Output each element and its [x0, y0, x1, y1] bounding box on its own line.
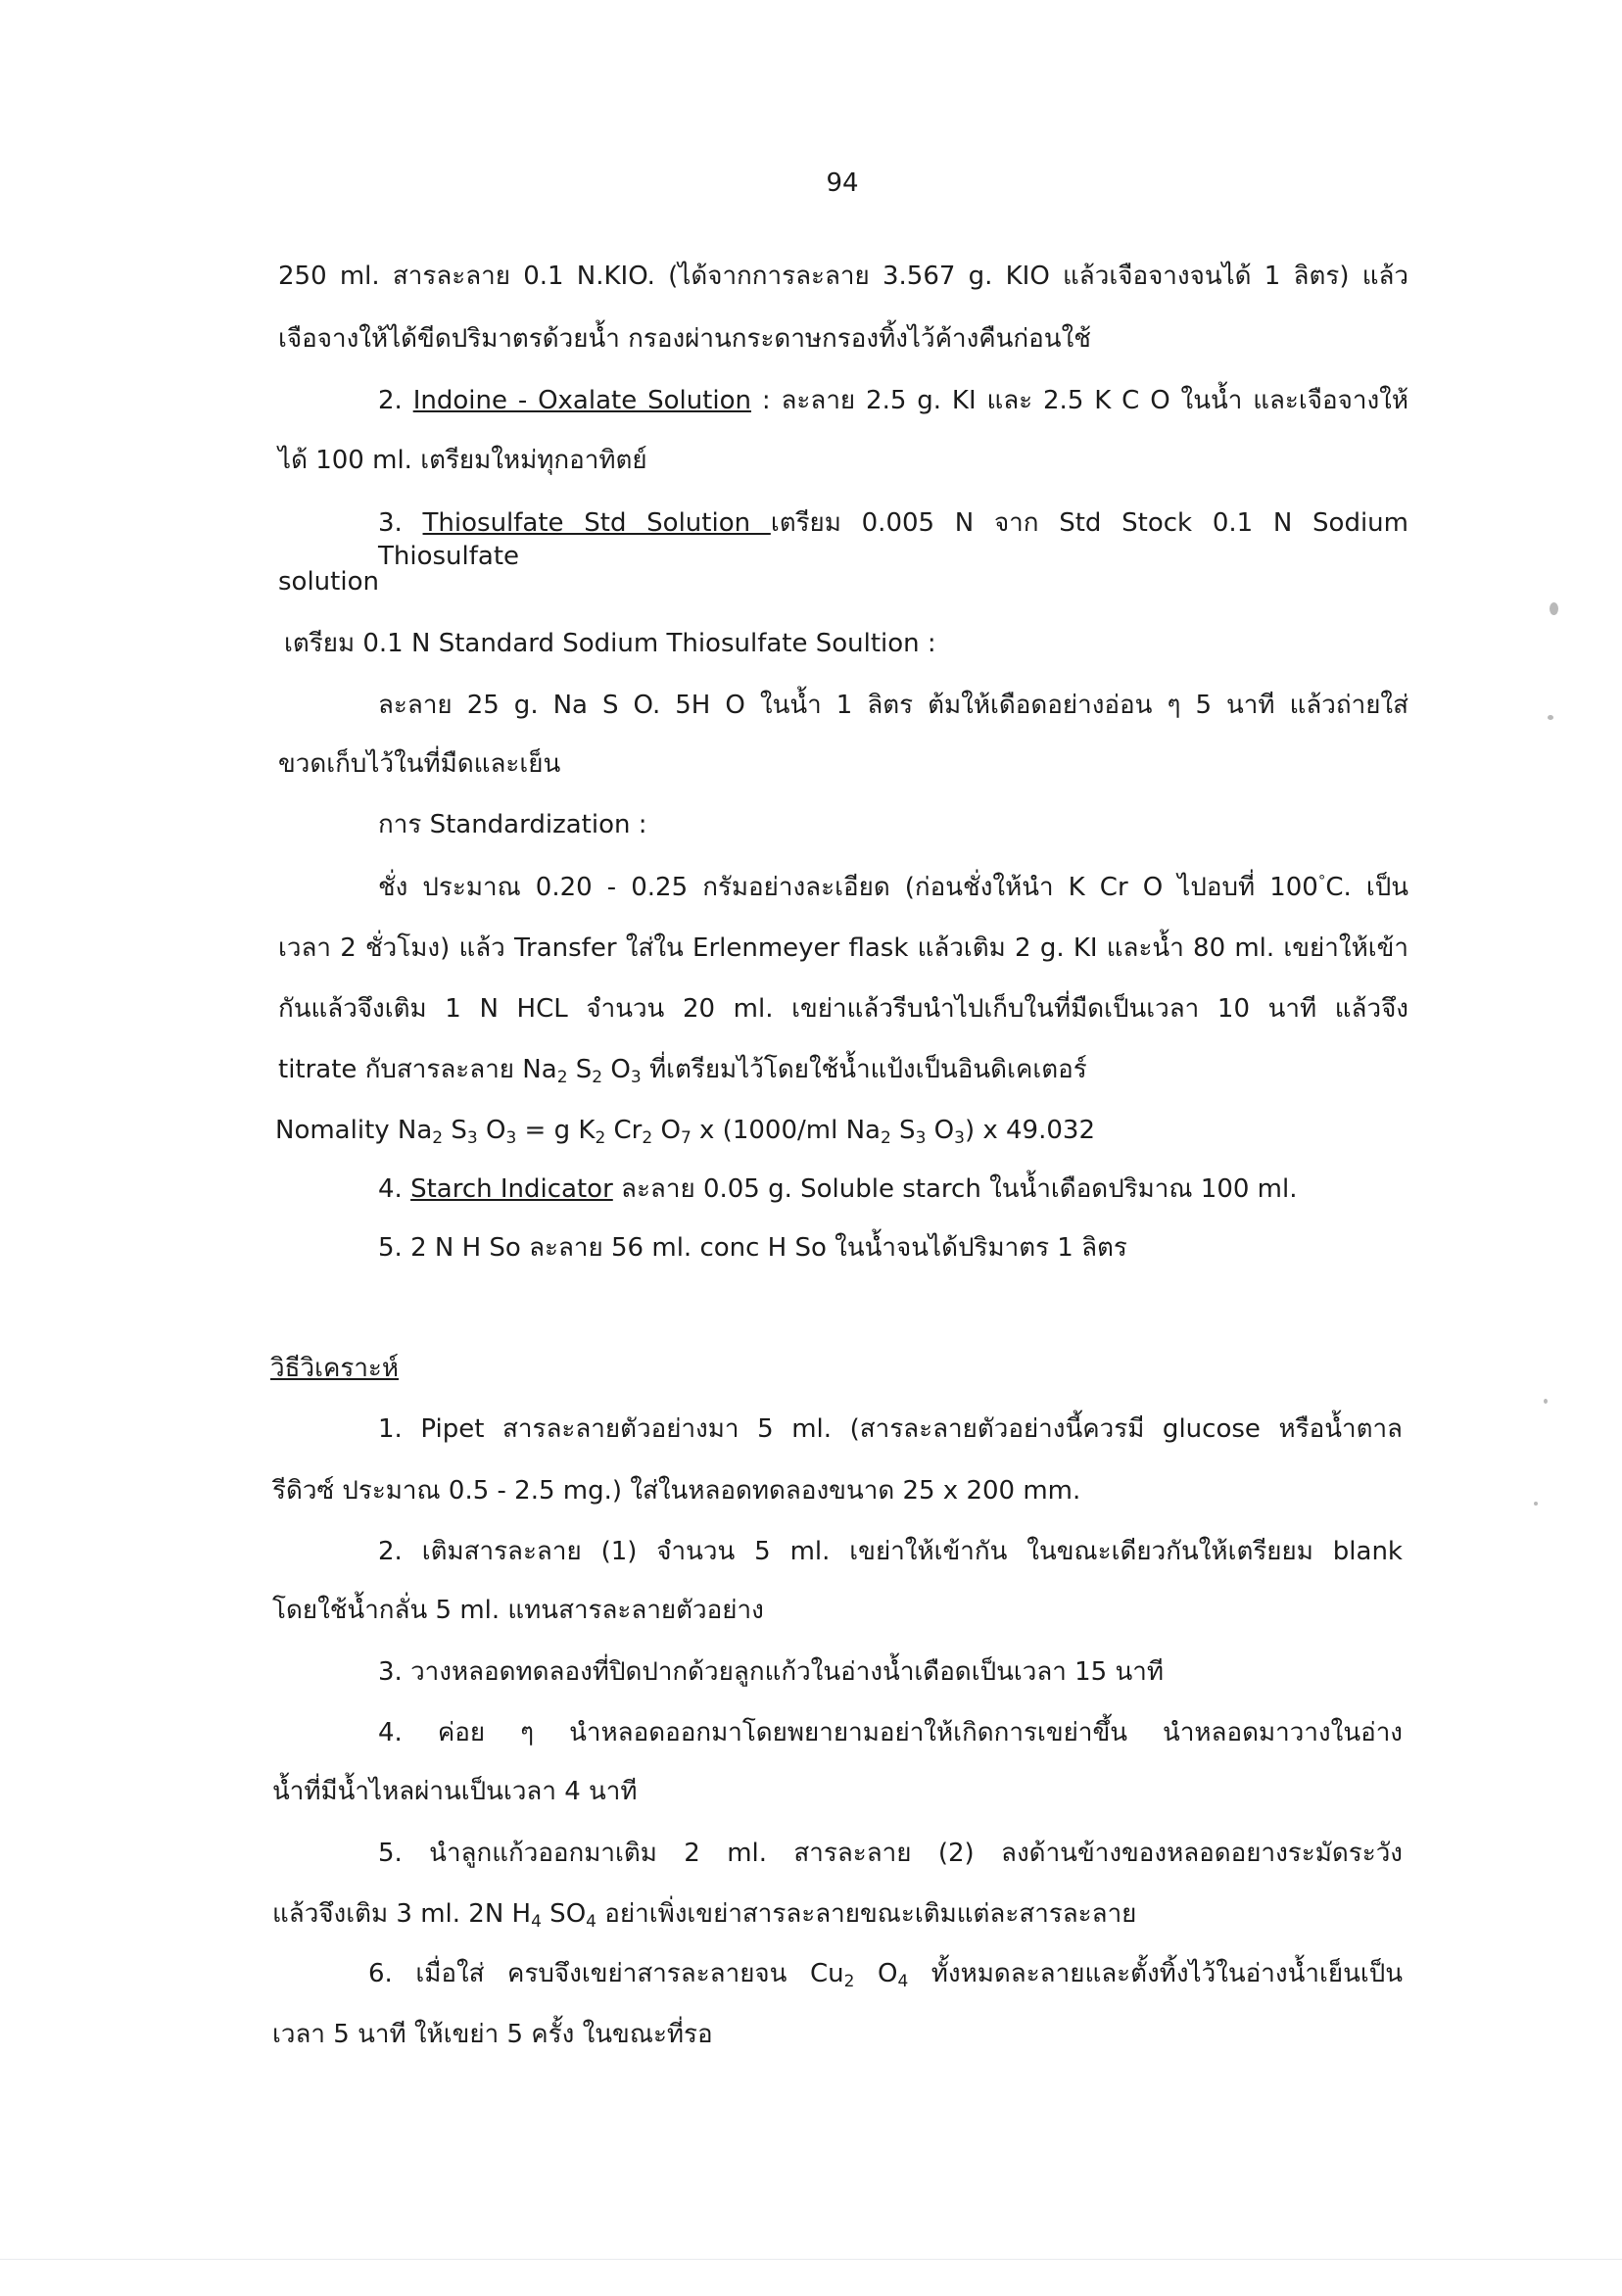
- reagent-2-number: 2.: [378, 386, 403, 415]
- scan-speck: [1548, 715, 1553, 720]
- formula-t7: x (1000/ml Na: [691, 1116, 881, 1145]
- prep-line-2: ขวดเก็บไว้ในที่มืดและเย็น: [278, 749, 561, 779]
- reagent-2-text: : ละลาย 2.5 g. KI และ 2.5 K C O ในน้ำ และเจือจางให้: [751, 386, 1408, 415]
- formula-t2: S: [443, 1116, 467, 1145]
- reagent-3-line-2: solution: [278, 567, 379, 597]
- titrate-text-a: titrate กับสารละลาย Na: [278, 1055, 557, 1084]
- reagent-1-line-2: เจือจางให้ได้ขีดปริมาตรด้วยน้ำ กรองผ่านกระดาษกรองทิ้งไว้ค้างคืนก่อนใช้: [278, 324, 1091, 354]
- scan-edge-line: [0, 2259, 1622, 2260]
- scan-speck: [1550, 602, 1558, 615]
- reagent-4-title: Starch Indicator: [410, 1174, 613, 1204]
- reagent-3-title: Thiosulfate Std Solution: [422, 508, 771, 538]
- reagent-5-line: 5. 2 N H So ละลาย 56 ml. conc H So ในน้ำจนได้ปริมาตร 1 ลิตร: [378, 1233, 1127, 1263]
- step-5-sub-1: 4: [531, 1912, 542, 1932]
- method-step-1-line-1: 1. Pipet สารละลายตัวอย่างมา 5 ml. (สารละลายตัวอย่างนี้ควรมี glucose หรือน้ำตาล: [378, 1414, 1403, 1444]
- reagent-3-number: 3.: [378, 508, 403, 538]
- reagent-3-line-1: [378, 506, 1408, 573]
- formula-s7: 2: [880, 1128, 891, 1148]
- scan-speck: [1534, 1502, 1538, 1506]
- titrate-text-b: S: [567, 1055, 593, 1084]
- formula-t6: O: [652, 1116, 681, 1145]
- step-6-sub-1: 2: [843, 1972, 855, 1991]
- reagent-2-line-2: ได้ 100 ml. เตรียมใหม่ทุกอาทิตย์: [278, 446, 647, 475]
- reagent-1-line-1: 250 ml. สารละลาย 0.1 N.KIO. (ได้จากการละลาย 3.567 g. KIO แล้วเจือจางจนได้ 1 ลิตร) แล้ว: [278, 262, 1408, 291]
- titrate-text-c: O: [602, 1055, 631, 1084]
- method-step-2-line-1: 2. เติมสารละลาย (1) จำนวน 5 ml. เขย่าให้เข้ากัน ในขณะเดียวกันให้เตรียยม blank: [378, 1537, 1403, 1566]
- standardization-heading: การ Standardization :: [378, 810, 647, 839]
- titrate-sub-3: 3: [630, 1068, 642, 1087]
- degree-sign: °: [1317, 872, 1326, 889]
- formula-s4: 2: [595, 1128, 606, 1148]
- formula-s6: 7: [680, 1128, 692, 1148]
- formula-t8: S: [890, 1116, 916, 1145]
- standardization-line-2: เวลา 2 ชั่วโมง) แล้ว Transfer ใส่ใน Erlenmeyer flask แล้วเติม 2 g. KI และน้ำ 80 ml. เขย่าให้เข้า: [278, 933, 1408, 963]
- formula-t4: = g K: [516, 1116, 596, 1145]
- standardization-text-b: C. เป็น: [1325, 873, 1408, 902]
- step-6-text-a: 6. เมื่อใส่ ครบจึงเขย่าสารละลายจน Cu: [368, 1959, 844, 1988]
- reagent-4-line: [378, 1172, 1298, 1206]
- reagent-2-title: Indoine - Oxalate Solution: [412, 386, 751, 415]
- standardization-line-1: [378, 871, 1408, 904]
- reagent-2-line-1: [378, 384, 1408, 417]
- scan-speck: [1544, 1399, 1548, 1404]
- formula-t3: O: [477, 1116, 506, 1145]
- reagent-4-number: 4.: [378, 1174, 403, 1204]
- method-step-6-line-2: เวลา 5 นาที ให้เขย่า 5 ครั้ง ในขณะที่รอ: [272, 2020, 713, 2049]
- page-number: 94: [826, 168, 859, 198]
- standardization-line-3: กันแล้วจึงเติม 1 N HCL จำนวน 20 ml. เขย่าแล้วรีบนำไปเก็บในที่มืดเป็นเวลา 10 นาที แล้วจึง: [278, 994, 1408, 1024]
- reagent-3-text: เตรียม 0.005 N จาก Std Stock 0.1 N Sodium Thiosulfate: [378, 508, 1408, 571]
- method-step-3: 3. วางหลอดทดลองที่ปิดปากด้วยลูกแก้วในอ่างน้ำเดือดเป็นเวลา 15 นาที: [378, 1657, 1165, 1687]
- formula-s1: 2: [432, 1128, 444, 1148]
- step-5-sub-2: 4: [586, 1912, 596, 1932]
- titrate-text-d: ที่เตรียมไว้โดยใช้น้ำแป้งเป็นอินดิเคเตอร์: [641, 1055, 1087, 1084]
- method-step-4-line-2: น้ำที่มีน้ำไหลผ่านเป็นเวลา 4 นาที: [272, 1777, 638, 1806]
- step-6-sub-2: 4: [897, 1972, 909, 1991]
- formula-s3: 3: [505, 1128, 517, 1148]
- step-5-text-a: แล้วจึงเติม 3 ml. 2N H: [272, 1899, 532, 1929]
- prep-line-1: ละลาย 25 g. Na S O. 5H O ในน้ำ 1 ลิตร ต้มให้เดือดอย่างอ่อน ๆ 5 นาที แล้วถ่ายใส่: [378, 691, 1408, 720]
- step-6-text-c: ทั้งหมดละลายและตั้งทิ้งไว้ในอ่างน้ำเย็นเป็น: [908, 1959, 1404, 1988]
- formula-s2: 3: [466, 1128, 478, 1148]
- titrate-sub-1: 2: [556, 1068, 568, 1087]
- method-heading: วิธีวิเคราะห์: [270, 1354, 400, 1383]
- formula-t9: O: [926, 1116, 955, 1145]
- normality-formula: [275, 1114, 1095, 1147]
- step-5-text-b: SO: [541, 1899, 587, 1929]
- method-step-4-line-1: 4. ค่อย ๆ นำหลอดออกมาโดยพยายามอย่าให้เกิดการเขย่าขึ้น นำหลอดมาวางในอ่าง: [378, 1718, 1403, 1747]
- prep-heading: เตรียม 0.1 N Standard Sodium Thiosulfate Soultion :: [284, 629, 936, 658]
- method-step-5-line-2: [272, 1897, 1136, 1931]
- titrate-sub-2: 2: [592, 1068, 603, 1087]
- formula-t1: Nomality Na: [275, 1116, 433, 1145]
- method-step-6-line-1: [368, 1957, 1403, 1990]
- method-step-5-line-1: 5. นำลูกแก้วออกมาเติม 2 ml. สารละลาย (2) ลงด้านข้างของหลอดอยางระมัดระวัง: [378, 1839, 1403, 1868]
- standardization-text-a: ชั่ง ประมาณ 0.20 - 0.25 กรัมอย่างละเอียด (ก่อนชั่งให้นำ K Cr O ไปอบที่ 100: [378, 873, 1318, 902]
- method-step-2-line-2: โดยใช้น้ำกลั่น 5 ml. แทนสารละลายตัวอย่าง: [272, 1596, 764, 1625]
- method-step-1-line-2: รีดิวซ์ ประมาณ 0.5 - 2.5 mg.) ใส่ในหลอดทดลองขนาด 25 x 200 mm.: [272, 1476, 1081, 1506]
- step-5-text-c: อย่าเพิ่งเขย่าสารละลายขณะเติมแต่ละสารละลาย: [596, 1899, 1137, 1929]
- formula-t5: Cr: [605, 1116, 643, 1145]
- reagent-4-text: ละลาย 0.05 g. Soluble starch ในน้ำเดือดปริมาณ 100 ml.: [612, 1174, 1298, 1204]
- formula-t10: ) x 49.032: [964, 1116, 1095, 1145]
- formula-s8: 3: [915, 1128, 927, 1148]
- standardization-line-4: [278, 1053, 1087, 1086]
- formula-s9: 3: [954, 1128, 965, 1148]
- formula-s5: 2: [642, 1128, 653, 1148]
- step-6-text-b: O: [854, 1959, 898, 1988]
